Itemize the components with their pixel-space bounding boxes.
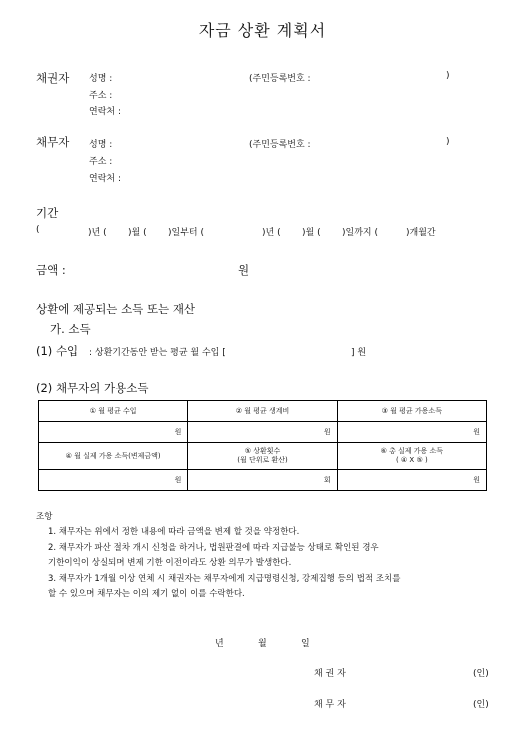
repayment-count-note: (월 단위로 환산) <box>237 456 288 464</box>
date-month: 월 <box>258 639 267 649</box>
avg-living-cost-unit: 원 <box>188 422 337 443</box>
period-end-year: )년 ( <box>262 228 281 238</box>
creditor-id-label: (주민등록번호 : <box>249 74 311 84</box>
period-start-month: )월 ( <box>128 228 147 238</box>
date-year: 년 <box>215 639 224 649</box>
creditor-signature-label: 채 권 자 <box>314 669 346 679</box>
creditor-name-label: 성명 : <box>89 74 113 84</box>
debtor-seal: (인) <box>473 700 489 710</box>
debtor-contact-label: 연락처 : <box>89 174 121 184</box>
total-available-income-formula: ( ④ X ⑤ ) <box>395 456 428 464</box>
creditor-heading: 채권자 <box>36 71 70 85</box>
term-3-line2: 할 수 있으며 채무자는 이의 제기 없이 이를 수락한다. <box>48 589 245 599</box>
table-row <box>39 401 487 422</box>
period-end-day: )일까지 ( <box>342 228 378 238</box>
avg-income-header: ① 월 평균 수입 <box>39 401 188 422</box>
total-available-income-unit: 원 <box>337 470 486 491</box>
amount-unit: 원 <box>238 263 250 277</box>
income-subheading: 가. 소득 <box>50 322 91 336</box>
actual-available-income-unit: 원 <box>39 470 188 491</box>
repayment-heading: 상환에 제공되는 소득 또는 재산 <box>36 302 196 316</box>
repayment-count-unit: 회 <box>188 470 337 491</box>
total-available-income-header <box>337 443 486 470</box>
avg-income-unit: 원 <box>39 422 188 443</box>
income-description: : 상환기간동안 받는 평균 월 수입 [ <box>89 348 226 358</box>
period-start-day: )일부터 ( <box>168 228 204 238</box>
debtor-id-label: (주민등록번호 : <box>249 140 311 150</box>
term-1: 1. 채무자는 위에서 정한 내용에 따라 금액을 변제 할 것을 약정한다. <box>48 527 300 537</box>
creditor-seal: (인) <box>473 669 489 679</box>
debtor-id-close: ) <box>446 137 450 147</box>
income-close: ] 원 <box>351 348 367 358</box>
creditor-address-label: 주소 : <box>89 91 113 101</box>
period-open: ( <box>36 225 40 235</box>
total-available-income-title: ⑥ 총 실제 가용 소득 <box>380 447 444 455</box>
period-end-month: )월 ( <box>302 228 321 238</box>
page-title: 자금 상환 계획서 <box>198 21 327 40</box>
repayment-count-header <box>188 443 337 470</box>
avg-available-income-unit: 원 <box>337 422 486 443</box>
period-heading: 기간 <box>36 206 59 220</box>
creditor-contact-label: 연락처 : <box>89 107 121 117</box>
available-income-label: (2) 채무자의 가용소득 <box>36 381 149 395</box>
table-row <box>39 422 487 443</box>
period-start-year: )년 ( <box>88 228 107 238</box>
repayment-count-title: ⑤ 상환횟수 <box>244 447 281 455</box>
debtor-signature-label: 채 무 자 <box>314 700 346 710</box>
avg-available-income-header: ③ 월 평균 가용소득 <box>337 401 486 422</box>
creditor-id-close: ) <box>446 71 450 81</box>
term-2-line1: 2. 채무자가 파산 절차 개시 신청을 하거나, 법원판결에 따라 지급불능 상태로 확인된 경우 <box>48 543 379 553</box>
date-day: 일 <box>301 639 310 649</box>
actual-available-income-header: ④ 월 실제 가용 소득(변제금액) <box>39 443 188 470</box>
avg-living-cost-header: ② 월 평균 생계비 <box>188 401 337 422</box>
debtor-address-label: 주소 : <box>89 157 113 167</box>
term-2-line2: 기한이익이 상실되며 변제 기한 이전이라도 상환 의무가 발생한다. <box>48 558 292 568</box>
debtor-heading: 채무자 <box>36 135 70 149</box>
period-months: )개월간 <box>406 228 436 238</box>
debtor-name-label: 성명 : <box>89 140 113 150</box>
income-table <box>38 400 487 491</box>
terms-heading: 조항 <box>36 512 53 522</box>
amount-label: 금액 : <box>36 263 66 277</box>
table-row <box>39 443 487 470</box>
table-row <box>39 470 487 491</box>
term-3-line1: 3. 채무자가 1개월 이상 연체 시 채권자는 채무자에게 지급명령신청, 강제집행 등의 법적 조치를 <box>48 574 401 584</box>
income-label: (1) 수입 <box>36 344 79 358</box>
